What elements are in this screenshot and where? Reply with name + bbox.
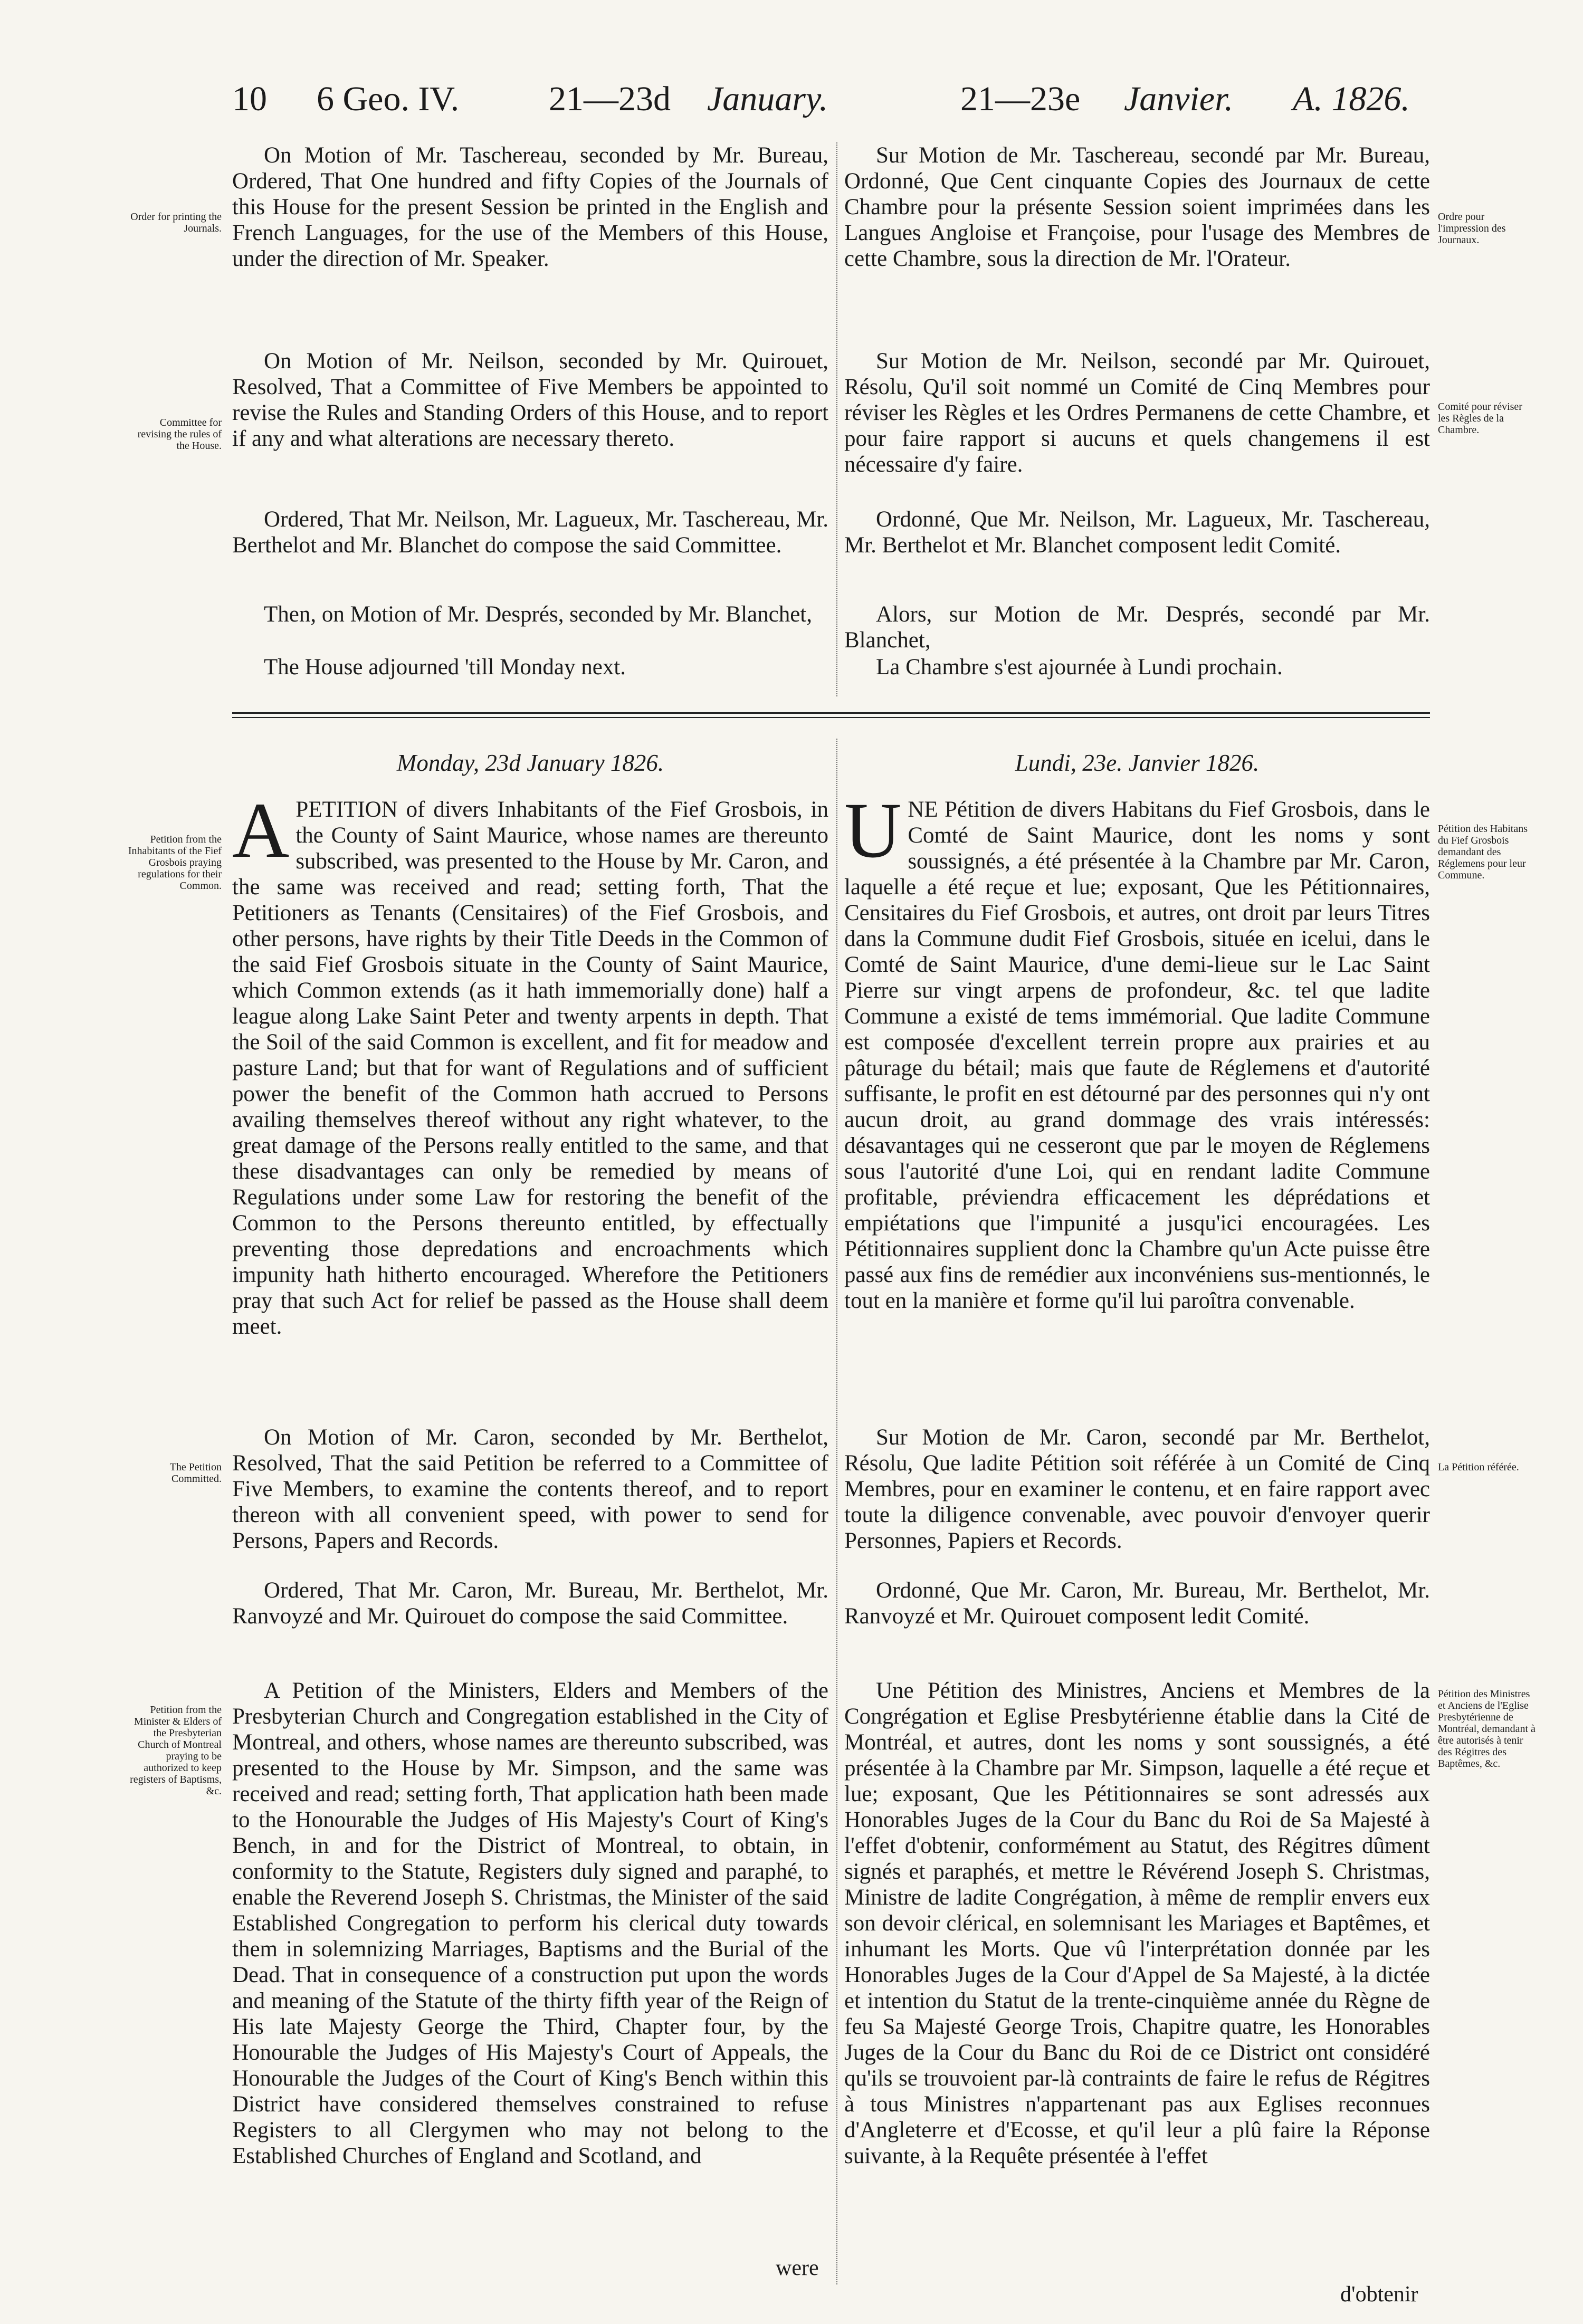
motion-rules-en: On Motion of Mr. Neilson, seconded by Mr. Quirouet, Resolved, That a Committee of Five Members be appointed to revise the Rules and Standing Orders of this House, and to report if any and what alterations are necessary thereto. — [232, 349, 828, 451]
sidenote-petition-referee: La Pétition référée. — [1438, 1461, 1519, 1473]
order-committal-fr: Ordonné, Que Mr. Caron, Mr. Bureau, Mr. Berthelot, Mr. Ranvoyzé et Mr. Quirouet composent ledit Comité. — [844, 1578, 1430, 1629]
petition-grosbois-fr — [844, 787, 1430, 1314]
sidenote-printing-journals: Order for printing the Journals. — [130, 211, 222, 234]
page-number: 10 — [232, 80, 267, 118]
motion-adjourn-fr: Alors, sur Motion de Mr. Després, secondé par Mr. Blanchet, — [844, 602, 1430, 653]
order-rules-committee-fr: Ordonné, Que Mr. Neilson, Mr. Lagueux, Mr. Taschereau, Mr. Berthelot et Mr. Blanchet composent ledit Comité. — [844, 507, 1430, 558]
header-month-en: January. — [707, 80, 828, 118]
header-dates-fr: 21—23e — [960, 80, 1081, 118]
catchword-fr: d'obtenir — [1340, 2282, 1418, 2307]
sidenote-grosbois-petition: Petition from the Inhabitants of the Fief Grosbois praying regulations for their Common. — [128, 834, 222, 892]
section-rule — [232, 712, 1430, 718]
petition-grosbois-fr-text: NE Pétition de divers Habitans du Fief Grosbois, dans le Comté de Saint Maurice, dont les noms y sont soussignés, a été présentée à la Chambre par Mr. Caron, laquelle a été reçue et lue; exposant, Que les Pétitionnaires, Censitaires du Fief Grosbois, et autres, ont droit par leurs Titres dans la Commune dudit Fief Grosbois, située en icelui, dans le Comté de Saint Maurice, d'une demi-lieue sur le Lac Saint Pierre sur vingt arpens de profondeur, &c. tel que ladite Commune a existé de tems immémorial. Que ladite Commune est composée d'excellent terrein propre aux prairies et au pâturage du bétail; mais que faute de Réglemens et d'autorité suffisante, le profit en est détourné par des personnes qui n'y ont aucun droit, au grand dommage des vrais intéressés: désavantages qui ne cesseront que par le moyen de Réglemens sous l'autorité d'une Loi, qui en rendant ladite Commune profitable, préviendra efficacement les déprédations et empiétations que l'impunité a jusqu'ici encouragées. Les Pétitionnaires supplient donc la Chambre qu'un Acte puisse être passé aux fins de remédier aux inconvéniens sus-mentionnés, le tout en la manière et forme qu'il lui paroîtra convenable. — [844, 797, 1430, 1313]
petition-presbyterian-fr: Une Pétition des Ministres, Anciens et Membres de la Congrégation et Eglise Presbytérienne établie dans la Cité de Montréal, et autres, dont les noms y sont soussignés, a été présentée à la Chambre par Mr. Simpson, laquelle a été reçue et lue; exposant, Que les Pétitionnaires se sont adressés aux Honorables Juges de la Cour du Banc du Roi de Sa Majesté à l'effet d'obtenir, conformément au Statut, des Régitres dûment signés et paraphés, et mettre le Révérend Joseph S. Christmas, Ministre de ladite Congrégation, à même de remplir envers eux son devoir clérical, en solemnisant les Mariages et Baptêmes, et inhumant les Morts. Que vû l'interprétation donnée par les Honorables Juges de la Cour d'Appel de Sa Majesté, à la dictée et intention du Statut de la trente-cinquième année du Règne de feu Sa Majesté George Trois, Chapitre quatre, les Honorables Juges de la Cour du Banc du Roi de ce District ont considéré qu'ils se trouvoient par-là contraints de faire le refus de Régitres à tous Ministres n'appartenant pas aux Eglises reconnues d'Angleterre et d'Ecosse, et qu'il leur a plû faire la Réponse suivante, à la Requête présentée à l'effet — [844, 1678, 1430, 2168]
motion-committal-en: On Motion of Mr. Caron, seconded by Mr. Berthelot, Resolved, That the said Petition be referred to a Committee of Five Members, to examine the contents thereof, and to report thereon with all convenient speed, with power to send for Persons, Papers and Records. — [232, 1425, 828, 1553]
sidenote-impression-journaux: Ordre pour l'impression des Journaux. — [1438, 211, 1506, 246]
adjourned-en: The House adjourned 'till Monday next. — [264, 655, 626, 680]
sidenote-revising-rules: Committee for revising the rules of the House. — [137, 417, 222, 452]
sidenote-petition-ministres: Pétition des Ministres et Anciens de l'Eglise Presbytérienne de Montréal, demandant à être autorisés à tenir des Régitres des Baptêmes, &c. — [1438, 1688, 1536, 1770]
sidenote-reviser-regles: Comité pour réviser les Règles de la Chambre. — [1438, 401, 1522, 436]
header-year: A. 1826. — [1293, 80, 1410, 118]
order-committal-en: Ordered, That Mr. Caron, Mr. Bureau, Mr. Berthelot, Mr. Ranvoyzé and Mr. Quirouet do compose the said Committee. — [232, 1578, 828, 1629]
date-line-fr: Lundi, 23e. Janvier 1826. — [1015, 750, 1260, 776]
column-divider-top — [836, 142, 837, 696]
running-header — [232, 79, 1430, 121]
motion-adjourn-en: Then, on Motion of Mr. Després, seconded by Mr. Blanchet, — [264, 602, 812, 627]
adjourned-fr: La Chambre s'est ajournée à Lundi prochain. — [876, 655, 1283, 680]
motion-rules-fr: Sur Motion de Mr. Neilson, secondé par Mr. Quirouet, Résolu, Qu'il soit nommé un Comité de Cinq Membres pour réviser les Règles et les Ordres Permanens de cette Chambre, et pour faire rapport si aucuns et quels changemens il est nécessaire d'y faire. — [844, 349, 1430, 477]
dropcap-en: A — [232, 787, 290, 874]
order-rules-committee-en: Ordered, That Mr. Neilson, Mr. Lagueux, Mr. Taschereau, Mr. Berthelot and Mr. Blanchet do compose the said Committee. — [232, 507, 828, 558]
motion-printing-fr: Sur Motion de Mr. Taschereau, secondé par Mr. Bureau, Ordonné, Que Cent cinquante Copies des Journaux de cette Chambre pour la présente Session soient imprimées dans les Langues Angloise et Françoise, pour l'usage des Membres de cette Chambre, sous la direction de Mr. l'Orateur. — [844, 143, 1430, 271]
petition-presbyterian-en: A Petition of the Ministers, Elders and Members of the Presbyterian Church and Congregation established in the City of Montreal, and others, whose names are thereunto subscribed, was presented to the House by Mr. Simpson, and the same was received and read; setting forth, That application hath been made to the Honourable the Judges of His Majesty's Court of King's Bench, in and for the District of Montreal, to obtain, in conformity to the Statute, Registers duly signed and paraphé, to enable the Reverend Joseph S. Christmas, the Minister of the said Established Congregation to perform his clerical duty towards them in solemnizing Marriages, Baptisms and the Burial of the Dead. That in consequence of a construction put upon the words and meaning of the Statute of the thirty fifth year of the Reign of His late Majesty George the Third, Chapter four, by the Honourable the Judges of His Majesty's Court of Appeals, the Honourable the Judges of the Court of King's Bench within this District have considered themselves constrained to refuse Registers to all Clergymen who may not belong to the Established Churches of England and Scotland, and — [232, 1678, 828, 2168]
motion-committal-fr: Sur Motion de Mr. Caron, secondé par Mr. Berthelot, Résolu, Que ladite Pétition soit référée à un Comité de Cinq Membres, pour en examiner le contenu, et en faire rapport avec toute la diligence convenable, avec pouvoir d'envoyer querir Personnes, Papiers et Records. — [844, 1425, 1430, 1553]
header-dates-en: 21—23d — [549, 80, 671, 118]
header-month-fr: Janvier. — [1124, 80, 1234, 118]
sidenote-petition-habitans: Pétition des Habitans du Fief Grosbois demandant des Réglemens pour leur Commune. — [1438, 823, 1528, 881]
sidenote-petition-committed: The Petition Committed. — [169, 1461, 222, 1485]
dropcap-fr: U — [844, 787, 902, 874]
regnal-year: 6 Geo. IV. — [317, 80, 460, 118]
motion-printing-en: On Motion of Mr. Taschereau, seconded by Mr. Bureau, Ordered, That One hundred and fifty Copies of the Journals of this House for the present Session be printed in the English and French Languages, for the use of the Members of this House, under the direction of Mr. Speaker. — [232, 143, 828, 271]
catchword-en: were — [776, 2256, 819, 2280]
petition-grosbois-en — [232, 787, 828, 1340]
date-line-en: Monday, 23d January 1826. — [396, 750, 664, 776]
petition-grosbois-en-text: PETITION of divers Inhabitants of the Fief Grosbois, in the County of Saint Maurice, whose names are thereunto subscribed, was presented to the House by Mr. Caron, and the same was received and read; setting forth, That the Petitioners as Tenants (Censitaires) of the Fief Grosbois, and other persons, have rights by their Title Deeds in the Common of the said Fief Grosbois situate in the County of Saint Maurice, which Common extends (as it hath immemorially done) half a league along Lake Saint Peter and twenty arpents in depth. That the Soil of the said Common is excellent, and fit for meadow and pasture Land; but that for want of Regulations and of sufficient power the benefit of the Common hath accrued to Persons availing themselves thereof without any right whatever, to the great damage of the Persons really entitled to the same, and that these disadvantages can only be remedied by means of Regulations under some Law for restoring the benefit of the Common to the Persons thereunto entitled, by effectually preventing those depredations and encroachments which impunity hath hitherto encouraged. Wherefore the Petitioners pray that such Act for relief be passed as the House shall deem meet. — [232, 797, 828, 1339]
sidenote-presbyterian-petition: Petition from the Minister & Elders of the Presbyterian Church of Montreal praying to be authorized to keep registers of Baptisms, &c. — [130, 1704, 222, 1797]
column-divider-bottom — [836, 739, 837, 2284]
